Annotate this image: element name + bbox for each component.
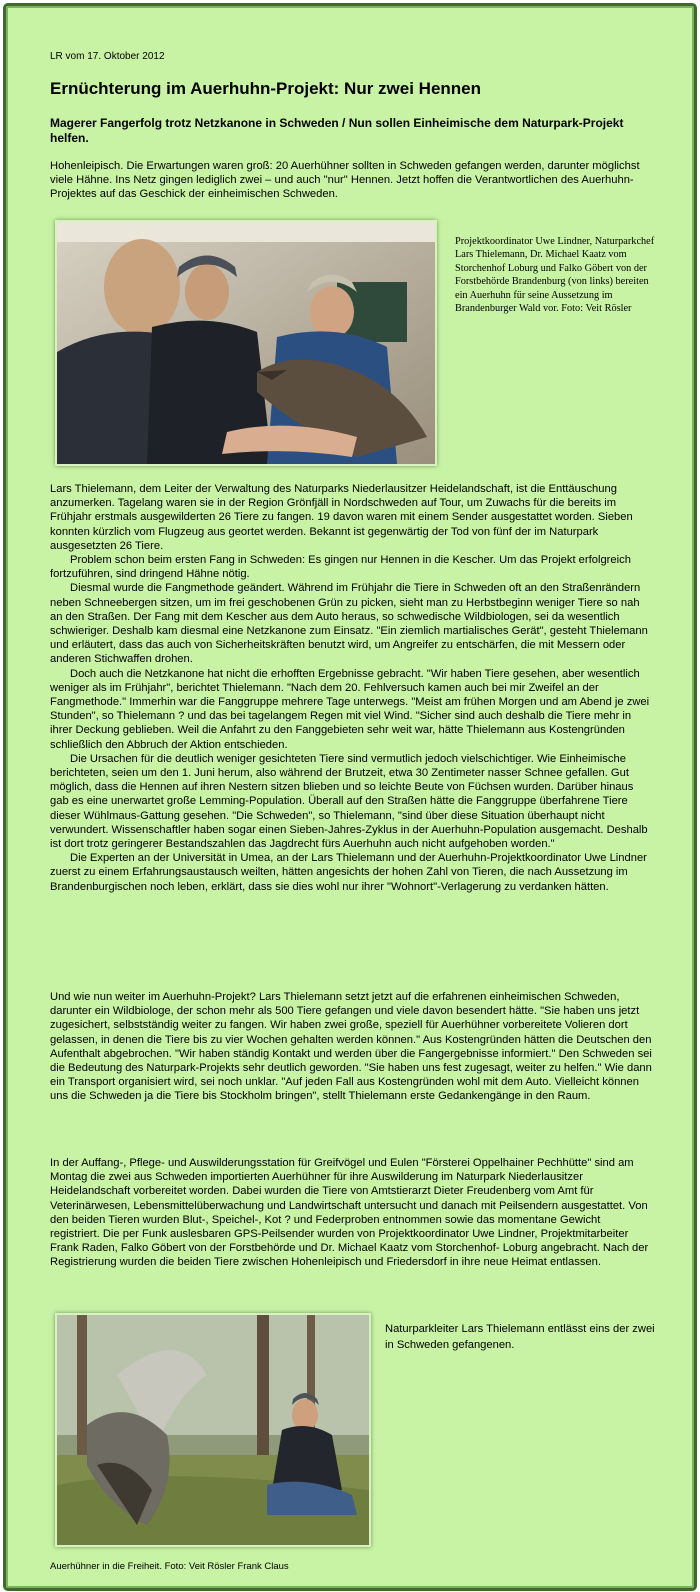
paragraph: Die Experten an der Universität in Umea, an der Lars Thielemann und der Auerhuhn-Projektkoordinator Uwe Lindner zuerst zu einem Erfahrungsaustausch weilten, hätten angesichts der hohen Zahl von Tieren, die nach Aussetzung im Brandenburgischen noch leben, erklärt, dass sie dies wohl nur ihrer "Wohnort"-Verlagerung zu verdanken hätten. bbox=[50, 852, 647, 893]
paragraph-future: Und wie nun weiter im Auerhuhn-Projekt? Lars Thielemann setzt jetzt auf die erfahrenen einheimischen Schweden, darunter ein Wildbiologe, der schon mehr als 500 Tiere gefangen und viele davon besendert hätte. "Sie haben uns jetzt zugesichert, selbstständig weiter zu fangen. Wir haben zwei große, speziell für Auerhühner vorbereitete Volieren dort gelassen, in denen die Tiere bis zu vier Wochen gehalten werden können." Aus Kostengründen hätten die Deutschen den Aufenthalt abgebrochen. "Wir haben ständig Kontakt und werden über die Fangergebnisse informiert." Den Schweden sei die Bedeutung des Naturpark-Projekts sehr deutlich geworden. "Sie haben uns fest zugesagt, weiter zu helfen." Wie dann ein Transport organisiert wird, sei noch unklar. "Auf jeden Fall aus Kostengründen wohl mit dem Auto. Vielleicht können uns die Schweden ja die Tiere bis Stockholm bringen", stellt Thielemann erste Gedankengänge in den Raum. bbox=[50, 991, 652, 1103]
paragraph: Diesmal wurde die Fangmethode geändert. Während im Frühjahr die Tiere in Schweden oft an den Straßenrändern neben Schneebergen sitzen, um im frei geschobenen Grün zu picken, sieht man zu Herbstbeginn weniger Tiere so nah an den Straßen. Der Fang mit dem Kescher aus dem Auto heraus, so schwedische Wildbiologen, sei da wesentlich schwieriger. Deshalb kam diesmal eine Netzkanone zum Einsatz. "Ein ziemlich martialisches Gerät", gesteht Thielemann und erläutert, dass das auch von Sicherheitskräften benutzt wird, um Angreifer zu entschärfen, die mit Messern oder anderen Stichwaffen drohen. bbox=[50, 582, 648, 666]
paragraph: Lars Thielemann, dem Leiter der Verwaltung des Naturparks Niederlausitzer Heidelandschaft, ist die Enttäuschung anzumerken. Tagelang waren sie in der Region Grönfjäll in Nordschweden auf Tour, um Zuwachs für die bereits im Frühjahr erstmals ausgewilderten 26 Tiere zu fangen. 19 davon waren mit einem Sender ausgestattet worden. Sieben konnten kürzlich vom Flugzeug aus geortet werden. Bekannt ist gegenwärtig der Tod von fünf der im Naturpark ausgesetzten 26 Tiere. bbox=[50, 483, 633, 552]
article-title: Ernüchterung im Auerhuhn-Projekt: Nur zwei Hennen bbox=[50, 79, 482, 98]
photo1-caption: Projektkoordinator Uwe Lindner, Naturparkchef Lars Thielemann, Dr. Michael Kaatz vom Storchenhof Loburg und Falko Göbert von der Forstbehörde Brandenburg (von links) bereiten ein Auerhuhn für seine Aussetzung im Brandenburger Wald vor. Foto: Veit Rösler bbox=[455, 236, 655, 315]
photo2-caption: Naturparkleiter Lars Thielemann entlässt eins der zwei in Schweden gefangenen. bbox=[385, 1323, 655, 1351]
article-body-main bbox=[50, 482, 652, 894]
footer-caption: Auerhühner in die Freiheit. Foto: Veit Rösler Frank Claus bbox=[50, 1561, 289, 1572]
photo-team-with-capercaillie bbox=[55, 220, 437, 466]
paragraph-station: In der Auffang-, Pflege- und Auswilderungsstation für Greifvögel und Eulen "Försterei Oppelhainer Pechhütte" sind am Montag die zwei aus Schweden importierten Auerhühner für ihre Auswilderung im Naturpark Niederlausitzer Heidelandschaft vorbereitet worden. Dabei wurden die Tiere von Amtstierarzt Dieter Freudenberg vom Amt für Veterinärwesen, Lebensmittelüberwachung und Landwirtschaft untersucht und danach mit Peilsendern ausgestattet. Von den beiden Tieren wurden Blut-, Speichel-, Kot ? und Federproben entnommen sowie das momentane Gewicht registriert. Die per Funk auslesbaren GPS-Peilsender wurden von Projektkoordinator Uwe Lindner, Projektmitarbeiter Frank Raden, Falko Göbert von der Forstbehörde und Dr. Michael Kaatz vom Storchenhof- Loburg angebracht. Nach der Registrierung wurden die beiden Tiere zwischen Hohenleipisch und Friedersdorf in ihre neue Heimat entlassen. bbox=[50, 1157, 649, 1269]
photo-release-capercaillie bbox=[55, 1313, 371, 1547]
paragraph: Die Ursachen für die deutlich weniger gesichteten Tiere sind vermutlich jedoch vielschichtiger. Wie Einheimische berichteten, seien um den 1. Juni herum, also während der Brutzeit, etwa 30 Zentimeter nasser Schnee gefallen. Gut möglich, dass die Hennen auf ihren Nestern sitzen blieben und so leichte Beute von Füchsen wurden. Darüber hinaus gab es eine unerwartet große Lemming-Population. Überall auf den Straßen hätte die Fanggruppe überfahrene Tiere dieser Wühlmaus-Gattung gesehen. "Die Schweden", so Thielemann, "sind über diese Situation überhaupt nicht verwundert. Wissenschaftler haben sogar einen Sieben-Jahres-Zyklus in der Auerhuhn-Population ausgemacht. Deshalb ist dort trotz geringerer Bestandszahlen das Jagdrecht fürs Auerhuhn auch nicht aufgehoben worden." bbox=[50, 752, 648, 851]
paragraph: Doch auch die Netzkanone hat nicht die erhofften Ergebnisse gebracht. "Wir haben Tiere gesehen, aber wesentlich weniger als im Frühjahr", berichtet Thielemann. "Nach dem 20. Fehlversuch kamen auch bei mir Zweifel an der Fangmethode." Immerhin war die Fanggruppe mehrere Tage unterwegs. "Meist am frühen Morgen und am Abend je zwei Stunden", so Thielemann ? und das bei tagelangem Regen mit viel Wind. "Sicher sind auch deshalb die Tiere mehr in ihrer Deckung geblieben. Weil die Anfahrt zu den Fanggebieten sehr weit war, hätte Thielemann aus Kostengründen schließlich den Abbruch der Aktion entschieden. bbox=[50, 667, 650, 751]
paragraph: Problem schon beim ersten Fang in Schweden: Es gingen nur Hennen in die Kescher. Um das Projekt erfolgreich fortzuführen, sind dringend Hähne nötig. bbox=[50, 554, 631, 581]
article-subtitle: Magerer Fangerfolg trotz Netzkanone in Schweden / Nun sollen Einheimische dem Naturpark-Projekt helfen. bbox=[50, 116, 624, 145]
article-date: LR vom 17. Oktober 2012 bbox=[50, 51, 165, 62]
article-lead: Hohenleipisch. Die Erwartungen waren groß: 20 Auerhühner sollten in Schweden gefangen werden, darunter möglichst viele Hähne. Ins Netz gingen lediglich zwei – und auch "nur" Hennen. Jetzt hoffen die Verantwortlichen des Auerhuhn-Projektes auf das Geschick der einheimischen Schweden. bbox=[50, 160, 640, 201]
